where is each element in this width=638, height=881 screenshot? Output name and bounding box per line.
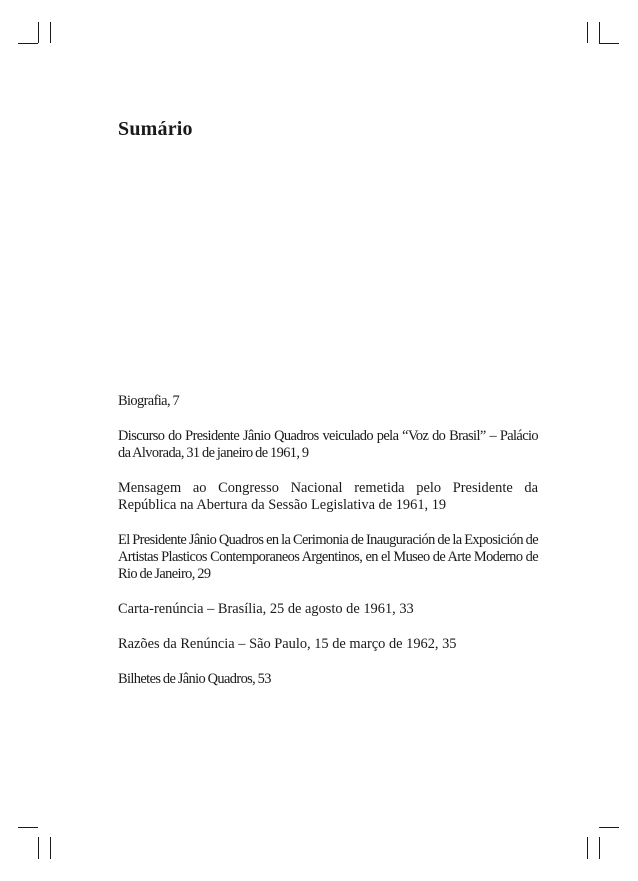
crop-mark-bottom-right-horizontal bbox=[599, 827, 619, 828]
crop-mark-top-right-vertical-outer bbox=[599, 22, 600, 43]
toc-entry-biografia: Biografia, 7 bbox=[118, 393, 180, 409]
crop-mark-bottom-right-vertical-inner bbox=[587, 837, 588, 859]
toc-entry-discurso-voz-do-brasil: Discurso do Presidente Jânio Quadros veiculado pela “Voz do Brasil” – Palácio da Alvorada, 31 de janeiro de 1961, 9 bbox=[118, 427, 538, 461]
crop-mark-top-right-horizontal bbox=[599, 43, 619, 44]
crop-mark-top-left-horizontal bbox=[18, 43, 38, 44]
table-of-contents bbox=[118, 393, 538, 705]
crop-mark-top-right-vertical-inner bbox=[587, 22, 588, 43]
page-title: Sumário bbox=[118, 118, 193, 140]
crop-mark-bottom-left-horizontal bbox=[18, 827, 38, 828]
toc-entry-mensagem-ao-congresso: Mensagem ao Congresso Nacional remetida pelo Presidente da República na Abertura da Sessão Legislativa de 1961, 19 bbox=[118, 479, 538, 513]
toc-entry-carta-renuncia: Carta-renúncia – Brasília, 25 de agosto de 1961, 33 bbox=[118, 601, 414, 617]
toc-entry-exposicion-artistas-argentinos: El Presidente Jânio Quadros en la Cerimonia de Inauguración de la Exposición de Artistas Plasticos Contemporaneos Argentinos, en el Museo de Arte Moderno de Rio de Janeiro, 29 bbox=[118, 531, 538, 583]
crop-mark-bottom-left-vertical-inner bbox=[50, 837, 51, 859]
crop-mark-bottom-left-vertical-outer bbox=[38, 837, 39, 859]
toc-entry-bilhetes: Bilhetes de Jânio Quadros, 53 bbox=[118, 670, 271, 687]
crop-mark-top-left-vertical-inner bbox=[50, 22, 51, 43]
crop-mark-bottom-right-vertical-outer bbox=[599, 837, 600, 859]
toc-entry-razoes-da-renuncia: Razões da Renúncia – São Paulo, 15 de março de 1962, 35 bbox=[118, 635, 457, 652]
crop-mark-top-left-vertical-outer bbox=[38, 22, 39, 43]
